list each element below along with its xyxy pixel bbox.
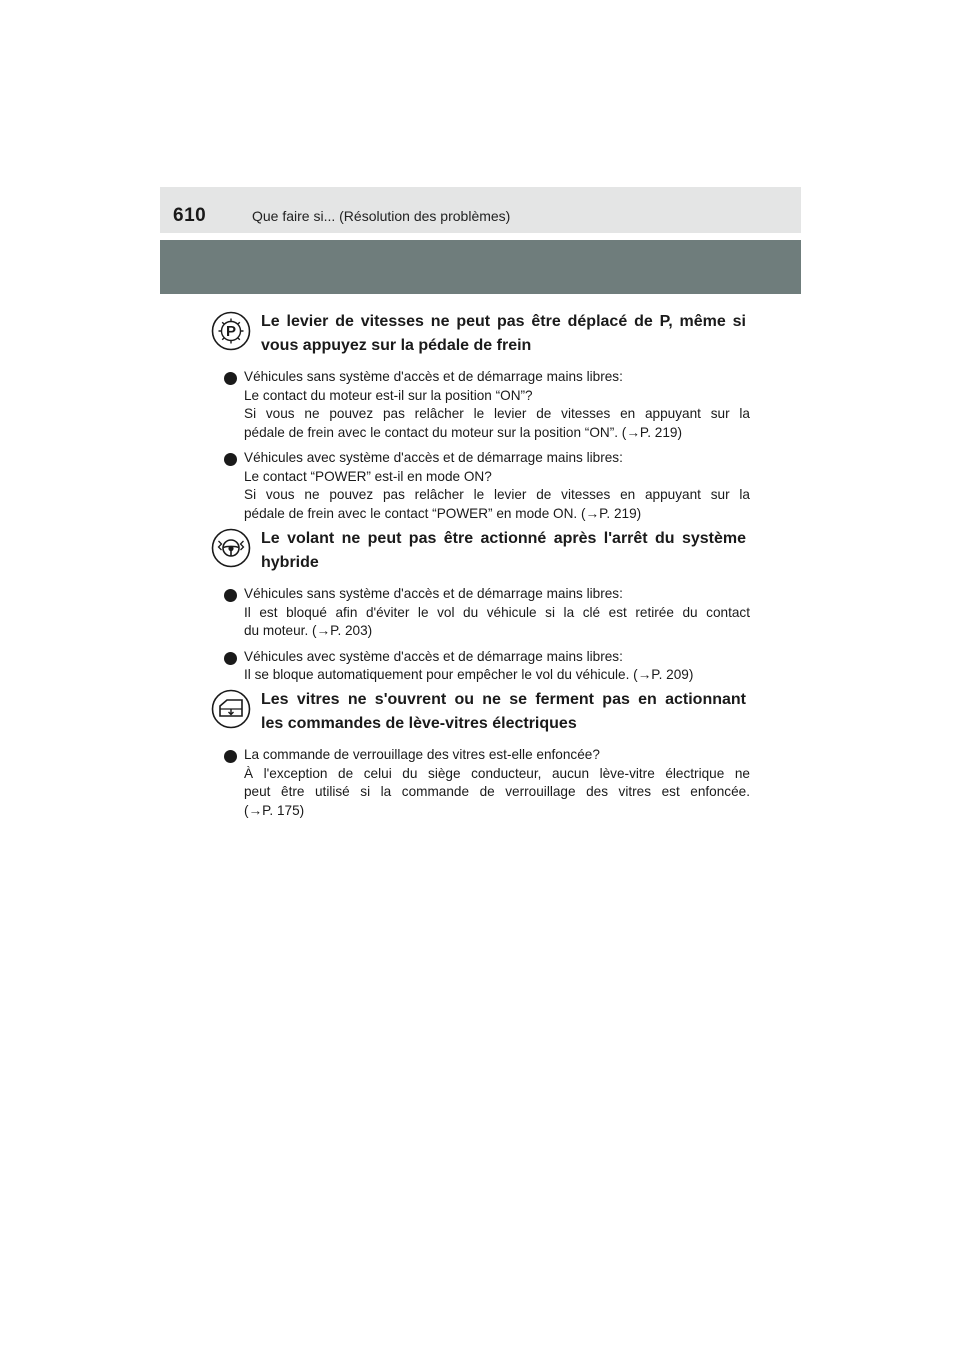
- steering-lock-icon: [211, 528, 251, 568]
- chapter-title: Que faire si... (Résolution des problèmes): [252, 208, 511, 224]
- bullet-icon: [224, 453, 237, 466]
- section-title: Les vitres ne s'ouvrent ou ne se ferment pas en actionnant les commandes de lève-vitres électriques: [261, 691, 746, 732]
- power-window-icon: [211, 689, 251, 729]
- bullet-icon: [224, 750, 237, 763]
- svg-text:P: P: [225, 323, 237, 340]
- list-item: Véhicules sans système d'accès et de démarrage mains libres: Il est bloqué afin d'éviter le vol du véhicule si la clé est retirée du contact du moteur. (→P. 203): [210, 585, 750, 641]
- bullet-icon: [224, 652, 237, 665]
- page-number: 610: [173, 205, 207, 226]
- section-banner: [160, 240, 801, 294]
- section-power-windows: [210, 688, 750, 827]
- section-header: [210, 688, 750, 740]
- list-item: Véhicules avec système d'accès et de démarrage mains libres: Le contact “POWER” est-il en mode ON? Si vous ne pouvez pas relâcher le levier de vitesses en appuyant sur la pédale de frein avec le contact “POWER” en mode ON. (→P. 219): [210, 449, 750, 523]
- section-steering-lock: [210, 527, 750, 692]
- list-item: Véhicules avec système d'accès et de démarrage mains libres: Il se bloque automatiquement pour empêcher le vol du véhicule. (→P. 209): [210, 648, 750, 685]
- section-title: Le volant ne peut pas être actionné après l'arrêt du système hybride: [261, 530, 746, 571]
- section-header: [210, 527, 750, 579]
- list-item: La commande de verrouillage des vitres est-elle enfoncée? À l'exception de celui du siège conducteur, aucun lève-vitre électrique ne peut être utilisé si la commande de verrouillage des vitres est enfoncée. (→P. 175): [210, 746, 750, 820]
- section-shift-lever: [210, 310, 750, 530]
- section-title: Le levier de vitesses ne peut pas être déplacé de P, même si vous appuyez sur la pédale de frein: [261, 313, 746, 354]
- shift-lever-p-icon: [211, 311, 251, 351]
- bullet-icon: [224, 589, 237, 602]
- bullet-icon: [224, 372, 237, 385]
- list-item: Véhicules sans système d'accès et de démarrage mains libres: Le contact du moteur est-il sur la position “ON”? Si vous ne pouvez pas relâcher le levier de vitesses en appuyant sur la pédale de frein avec le contact du moteur sur la position “ON”. (→P. 219): [210, 368, 750, 442]
- section-header: [210, 310, 750, 362]
